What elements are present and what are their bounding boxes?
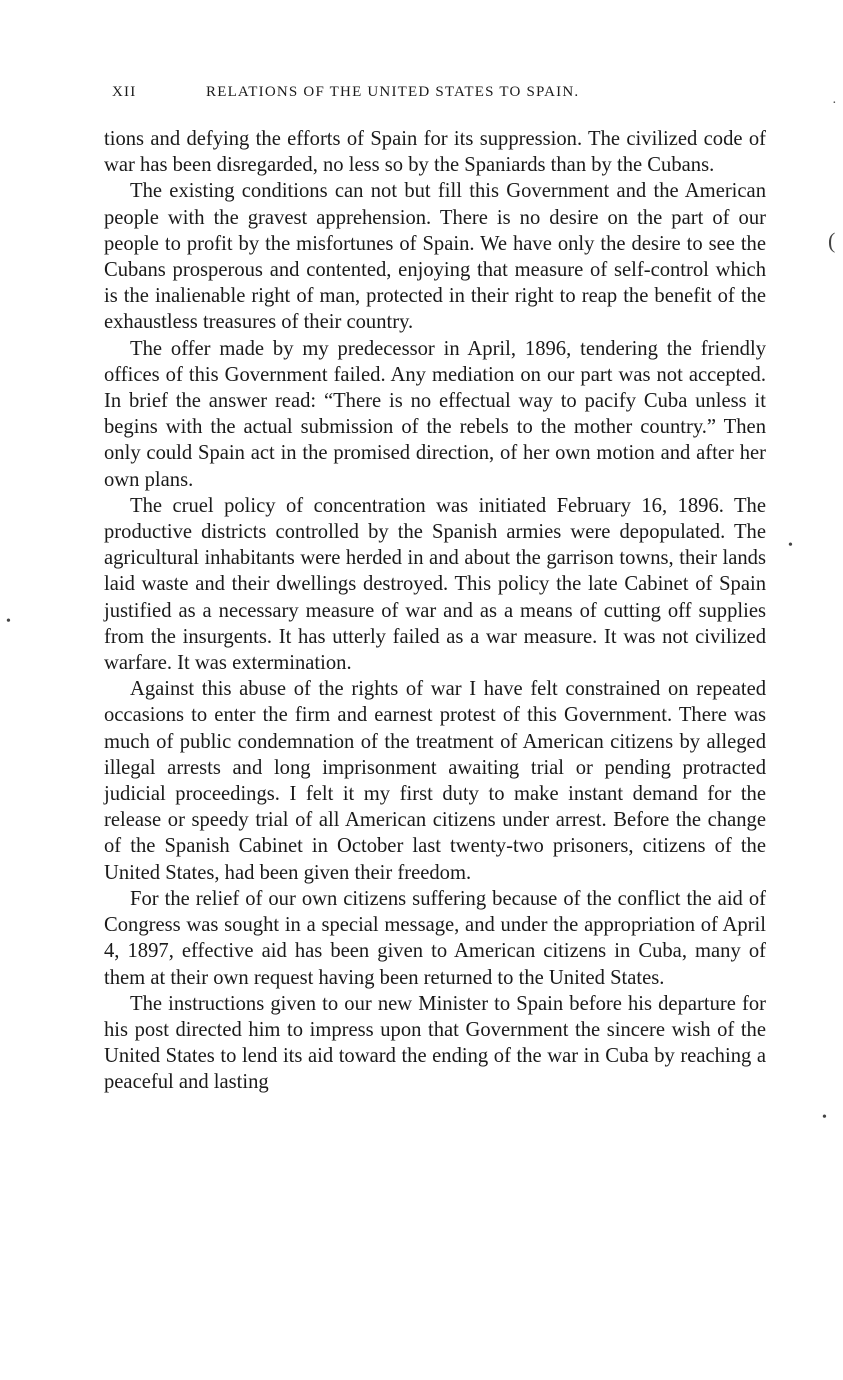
page-number: XII	[112, 84, 137, 100]
paragraph-continuation: tions and defying the efforts of Spain for its suppression. The civilized code of war has been disregarded, no less so by the Spaniards than by the Cubans.	[104, 128, 766, 177]
paragraph-concentration-policy: The cruel policy of concentration was initiated February 16, 1896. The productive districts controlled by the Spanish armies were depopulated. The agricultural inhabitants were herded in and about the garrison towns, their lands laid waste and their dwellings destroyed. This policy the late Cabinet of Spain justified as a necessary measure of war and as a means of cutting off supplies from the insurgents. It has utterly failed as a war measure. It was not civilized warfare. It was extermination.	[104, 494, 766, 675]
running-head	[112, 84, 772, 110]
paragraph-offer-mediation: The offer made by my predecessor in April, 1896, tendering the friendly offices of this Government failed. Any mediation on our part was not accepted. In brief the answer read: “There is no effectual way to pacify Cuba unless it begins with the actual submission of the rebels to the mother country.” Then only could Spain act in the promised direction, of her own motion and after her own plans.	[104, 337, 766, 491]
margin-speck: •	[788, 538, 793, 553]
margin-speck: •	[6, 614, 11, 629]
margin-speck: ·	[832, 96, 837, 111]
paragraph-existing-conditions: The existing conditions can not but fill this Government and the American people with the gravest apprehension. There is no desire on the part of our people to profit by the misfortunes of Spain. We have only the desire to see the Cubans prosperous and contented, enjoying that measure of self-control which is the inalienable right of man, protected in their right to reap the benefit of the exhaustless treasures of their country.	[104, 180, 766, 334]
margin-speck: •	[822, 1110, 827, 1125]
paragraph-minister-instructions: The instructions given to our new Minister to Spain before his departure for his post directed him to impress upon that Government the sincere wish of the United States to lend its aid toward the ending of the war in Cuba by reaching a peaceful and lasting	[104, 992, 766, 1094]
margin-mark: (	[828, 228, 836, 253]
running-title: RELATIONS OF THE UNITED STATES TO SPAIN.	[206, 84, 580, 100]
body-text	[104, 126, 766, 1096]
paragraph-protest-arrests: Against this abuse of the rights of war I have felt constrained on repeated occasions to enter the firm and earnest protest of this Government. There was much of public condemnation of the treatment of American citizens by alleged illegal arrests and long imprisonment awaiting trial or pending protracted judicial proceedings. I felt it my first duty to make instant demand for the release or speedy trial of all American citizens under arrest. Before the change of the Spanish Cabinet in October last twenty-two prisoners, citizens of the United States, had been given their freedom.	[104, 678, 766, 884]
paragraph-relief-citizens: For the relief of our own citizens suffering because of the conflict the aid of Congress was sought in a special message, and under the appropriation of April 4, 1897, effective aid has been given to American citizens in Cuba, many of them at their own request having been returned to the United States.	[104, 887, 766, 989]
